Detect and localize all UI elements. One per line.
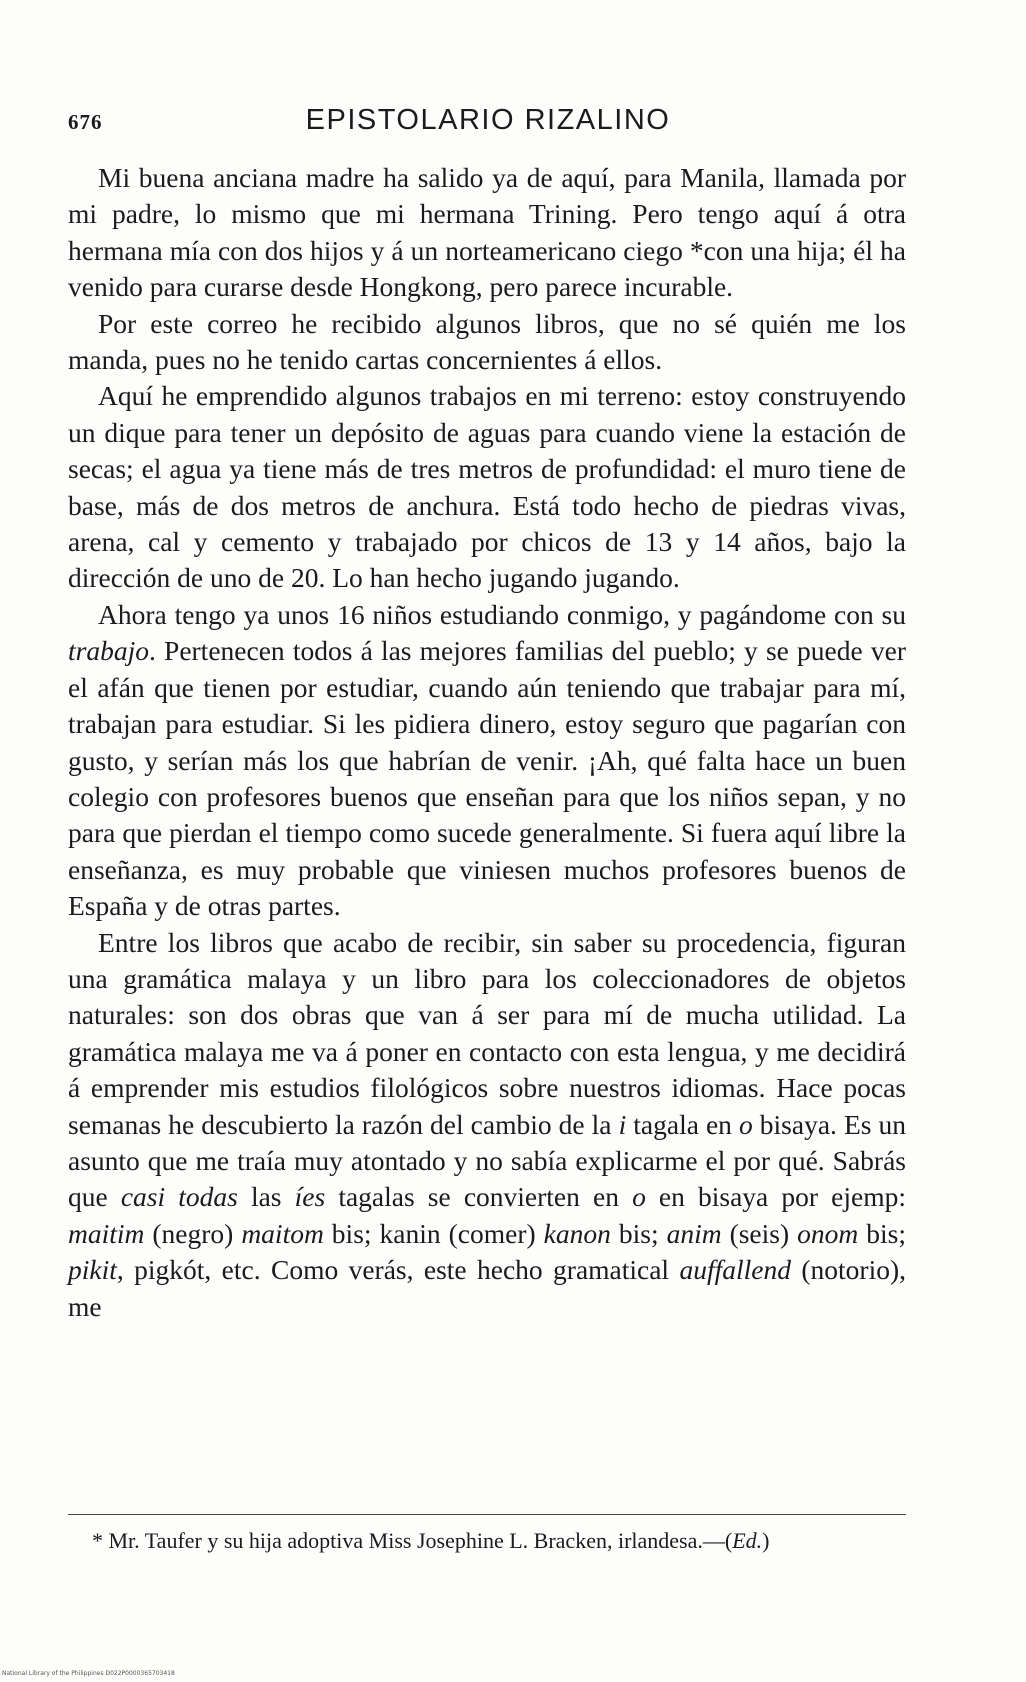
paragraph-3: Aquí he emprendido algunos trabajos en mi terreno: estoy construyendo un dique para tener un depósito de aguas para cuando viene la estación de secas; el agua ya tiene más de tres metros de profundidad: el muro tiene de base, más de dos metros de anchura. Está todo hecho de piedras vivas, arena, cal y cemento y trabajado por chicos de 13 y 14 años, bajo la dirección de uno de 20. Lo han hecho jugando jugando. bbox=[68, 380, 906, 594]
paragraph-5 bbox=[68, 925, 906, 1325]
scan-imprint: National Library of the Philippines D022P0000365703418 bbox=[2, 1670, 175, 1677]
italic-run: casi todas bbox=[120, 1181, 238, 1213]
footnote-editor-mark: Ed. bbox=[732, 1528, 763, 1553]
text-run: . Pertenecen todos á las mejores familias del pueblo; y se puede ver el afán que tienen por estudiar, cuando aún teniendo que trabajar para mí, trabajan para estudiar. Si les pidiera dinero, estoy seguro que pagarían con gusto, y serían más los que habrían de venir. ¡Ah, qué falta hace un buen colegio con profesores buenos que enseñan para que los niños sepan, y no para que pierdan el tiempo como sucede generalmente. Si fuera aquí libre la enseñanza, es muy probable que viniesen muchos profesores buenos de España y de otras partes. bbox=[68, 635, 906, 922]
text-run: tagala en bbox=[626, 1108, 739, 1140]
italic-run: maitim bbox=[68, 1217, 145, 1249]
italic-run: anim bbox=[666, 1217, 722, 1249]
paragraph-1: Mi buena anciana madre ha salido ya de aquí, para Manila, llamada por mi padre, lo mismo que mi hermana Trining. Pero tengo aquí á otra hermana mía con dos hijos y á un norteamericano ciego *con una hija; él ha venido para curarse desde Hongkong, pero parece incurable. bbox=[68, 162, 906, 303]
italic-run: maitom bbox=[241, 1217, 324, 1249]
running-title: EPISTOLARIO RIZALINO bbox=[305, 104, 671, 136]
text-run: Ahora tengo ya unos 16 niños estudiando conmigo, y pagándome con su bbox=[98, 598, 906, 630]
text-run: (notorio), me bbox=[68, 1254, 906, 1322]
italic-run: onom bbox=[797, 1217, 859, 1249]
paragraph-4 bbox=[68, 597, 906, 925]
text-run: bis; kanin (comer) bbox=[323, 1217, 544, 1249]
page-number: 676 bbox=[68, 110, 103, 134]
body-text bbox=[68, 160, 906, 1325]
footnote-divider bbox=[68, 1514, 906, 1515]
paragraph-2: Por este correo he recibido algunos libros, que no sé quién me los manda, pues no he tenido cartas concernientes á ellos. bbox=[68, 307, 906, 376]
text-run: bisaya. Es un asunto que me traía muy atontado y no sabía explicarme el por qué. Sabrás que bbox=[68, 1108, 906, 1213]
text-run: Entre los libros que acabo de recibir, sin saber su procedencia, figuran una gramática malaya y un libro para los coleccionadores de objetos naturales: son dos obras que van á ser para mí de mucha utilidad. La gramática malaya me va á poner en contacto con esta lengua, y me decidirá á emprender mis estudios filológicos sobre nuestros idiomas. Hace pocas semanas he descubierto la razón del cambio de la bbox=[68, 926, 906, 1140]
page-header bbox=[68, 104, 908, 144]
footnote-text: * Mr. Taufer y su hija adoptiva Miss Josephine L. Bracken, irlandesa.—( bbox=[92, 1528, 733, 1553]
text-run: , pigkót, etc. Como verás, este hecho gramatical bbox=[116, 1254, 680, 1286]
text-run: (seis) bbox=[721, 1217, 798, 1249]
text-run: bis; bbox=[858, 1217, 906, 1249]
italic-run: pikit bbox=[68, 1254, 117, 1286]
text-run: tagalas se convierten en bbox=[325, 1181, 633, 1213]
text-run: en bisaya por ejemp: bbox=[645, 1181, 906, 1213]
text-run: bis; bbox=[610, 1217, 667, 1249]
italic-run: kanon bbox=[543, 1217, 611, 1249]
footnote-close: ) bbox=[762, 1528, 770, 1553]
italic-run: trabajo bbox=[68, 635, 149, 667]
text-run: las bbox=[237, 1181, 295, 1213]
italic-run: o bbox=[738, 1108, 753, 1140]
italic-run: o bbox=[632, 1181, 646, 1213]
text-run: (negro) bbox=[144, 1217, 242, 1249]
italic-run: auffallend bbox=[679, 1254, 791, 1286]
italic-run: i bbox=[618, 1108, 627, 1140]
footnote bbox=[68, 1524, 906, 1557]
italic-run: íes bbox=[294, 1181, 326, 1213]
